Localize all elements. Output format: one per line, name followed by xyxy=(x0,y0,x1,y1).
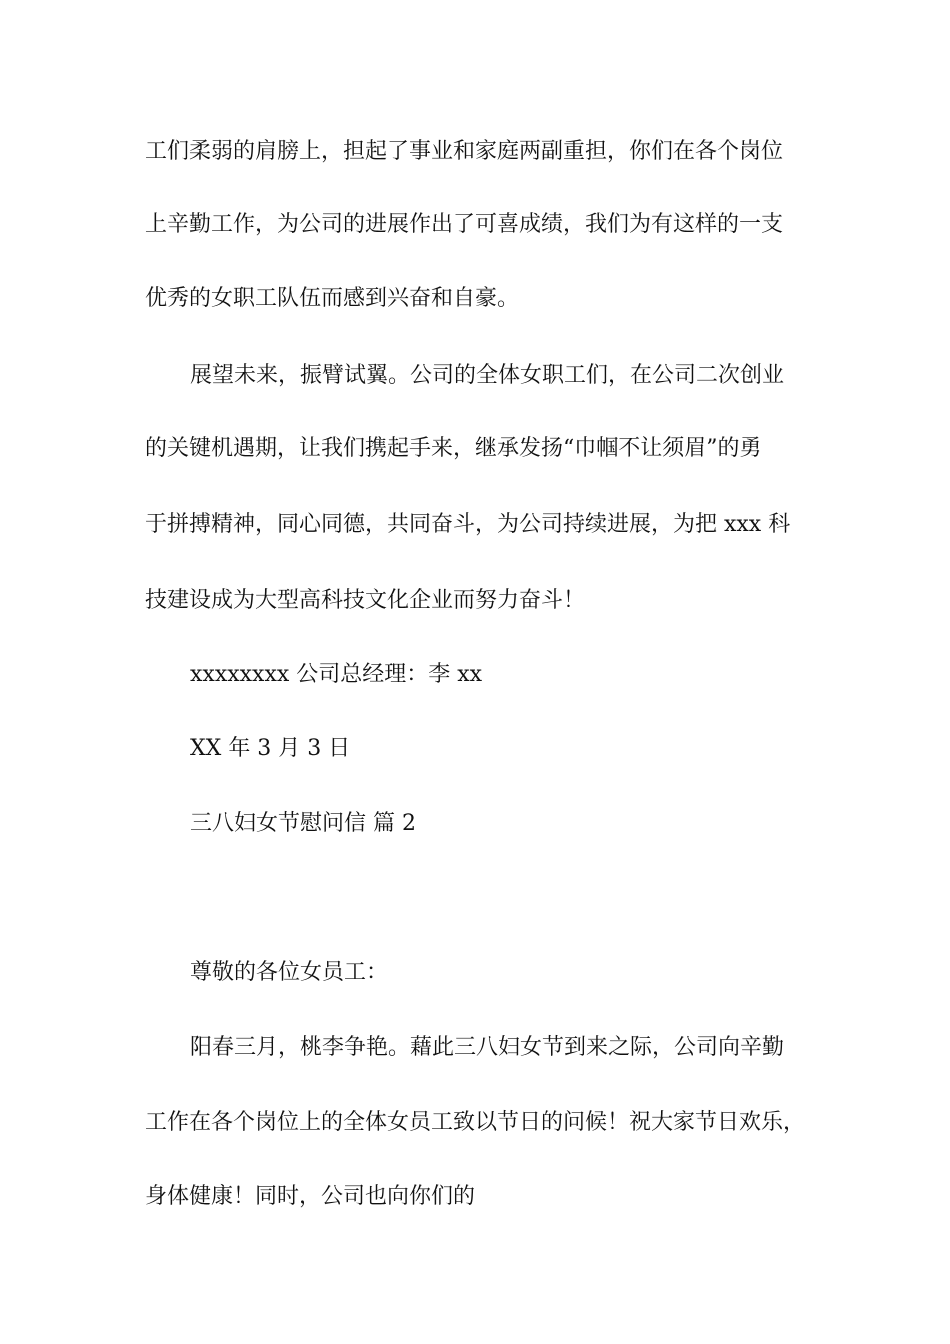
paragraph-line: 优秀的女职工队伍而感到兴奋和自豪。 xyxy=(145,286,520,311)
paragraph-line: 上辛勤工作，为公司的进展作出了可喜成绩，我们为有这样的一支 xyxy=(145,212,784,237)
date-line: XX 年 3 月 3 日 xyxy=(190,736,351,761)
paragraph-line: 阳春三月，桃李争艳。藉此三八妇女节到来之际，公司向辛勤 xyxy=(190,1035,785,1060)
paragraph-line: 于拼搏精神，同心同德，共同奋斗，为公司持续进展，为把 xxx 科 xyxy=(145,512,791,537)
salutation-line: 尊敬的各位女员工： xyxy=(190,960,389,985)
paragraph-line: 的关键机遇期，让我们携起手来，继承发扬“巾帼不让须眉”的勇 xyxy=(145,436,762,461)
paragraph-line: 工作在各个岗位上的全体女员工致以节日的问候！祝大家节日欢乐， xyxy=(145,1110,806,1135)
paragraph-line: 身体健康！同时，公司也向你们的 xyxy=(145,1184,476,1209)
paragraph-line: 技建设成为大型高科技文化企业而努力奋斗！ xyxy=(145,588,586,613)
paragraph-line: 展望未来，振臂试翼。公司的全体女职工们，在公司二次创业 xyxy=(190,363,785,388)
paragraph-line: 工们柔弱的肩膀上，担起了事业和家庭两副重担，你们在各个岗位 xyxy=(145,139,784,164)
signature-line: xxxxxxxx 公司总经理：李 xx xyxy=(190,662,483,687)
section-heading: 三八妇女节慰问信 篇 2 xyxy=(190,811,416,836)
